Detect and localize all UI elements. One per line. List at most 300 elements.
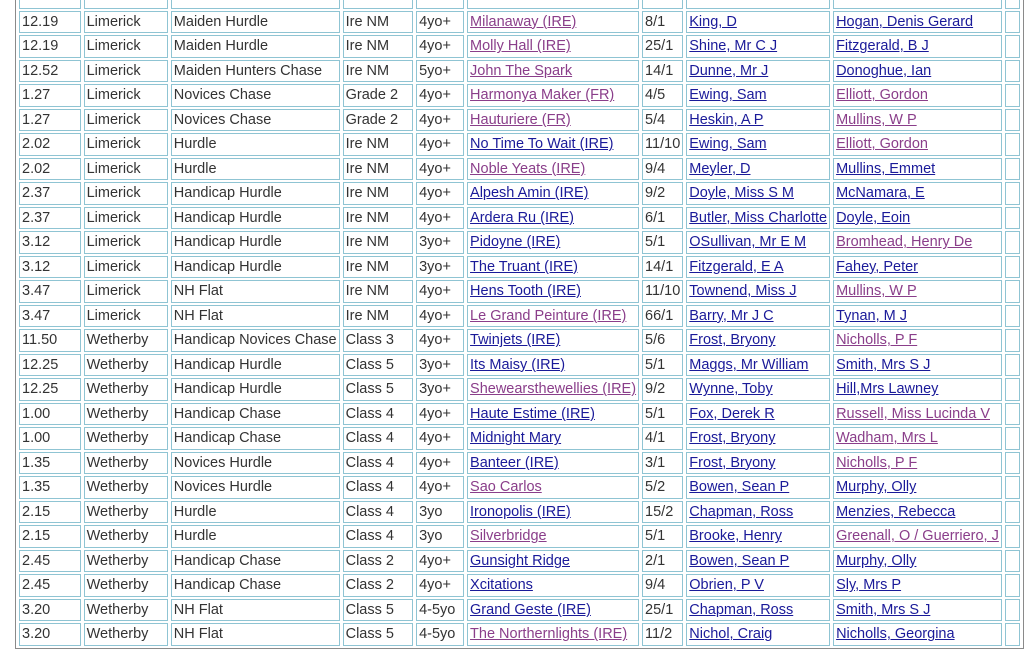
table-row [19,550,1020,573]
course-name: Wetherby [84,329,168,352]
odds: 11/10 [642,280,683,303]
trainer-link[interactable]: Fahey, Peter [836,258,919,275]
trainer-link[interactable]: Hogan, Denis Gerard [836,13,974,30]
jockey-link[interactable]: Fox, Derek R [689,405,775,422]
age-restriction: 4-5yo [416,623,464,646]
trainer-link[interactable]: Mullins, W P [836,283,917,300]
race-class: Class 5 [343,599,413,622]
horse-cell [467,452,639,475]
race-class: Class 4 [343,427,413,450]
race-time: 12.19 [19,35,81,58]
odds: 25/1 [642,35,683,58]
trainer-cell [833,158,1002,181]
horse-link[interactable]: Hens Tooth (IRE) [470,283,581,300]
age-restriction: 4yo+ [416,329,464,352]
table-row [19,525,1020,548]
odds: 5/1 [642,525,683,548]
horse-cell [467,378,639,401]
age-restriction: 3yo+ [416,354,464,377]
race-time: 2.02 [19,158,81,181]
horse-cell [467,305,639,328]
extra-column-cell [1005,550,1020,573]
horse-cell [467,476,639,499]
trainer-cell [833,256,1002,279]
trainer-cell [833,452,1002,475]
horse-cell [467,427,639,450]
odds: 11/2 [642,623,683,646]
trainer-link[interactable]: Hill,Mrs Lawney [836,381,939,398]
jockey-link[interactable]: Fitzgerald, E A [689,258,784,275]
trainer-cell [833,378,1002,401]
horse-cell [467,35,639,58]
race-time: 2.15 [19,501,81,524]
jockey-link[interactable]: Ewing, Sam [689,87,767,104]
extra-column-cell [1005,231,1020,254]
extra-column-cell [1005,84,1020,107]
race-class: Class 4 [343,501,413,524]
horse-cell [467,550,639,573]
race-type: Handicap Hurdle [171,256,340,279]
table-row [19,182,1020,205]
race-time: 12.52 [19,60,81,83]
horse-link[interactable]: Le Grand Peinture (IRE) [470,307,627,324]
race-time: 2.02 [19,133,81,156]
jockey-cell [686,280,830,303]
jockey-cell [686,550,830,573]
race-time: 1.00 [19,403,81,426]
horse-link[interactable]: Molly Hall (IRE) [470,38,571,55]
race-class: Class 4 [343,525,413,548]
jockey-link[interactable]: Doyle, Miss S M [689,185,795,202]
trainer-link[interactable]: McNamara, E [836,185,925,202]
odds: 4/1 [642,427,683,450]
horse-link[interactable]: Midnight Mary [470,430,562,447]
race-class [343,0,413,9]
extra-column-cell [1005,378,1020,401]
race-class: Grade 2 [343,84,413,107]
table-row [19,109,1020,132]
horse-cell [467,599,639,622]
race-class: Ire NM [343,60,413,83]
race-class: Class 4 [343,403,413,426]
jockey-cell [686,403,830,426]
horse-cell [467,403,639,426]
race-class: Ire NM [343,133,413,156]
jockey-link[interactable]: Ewing, Sam [689,136,767,153]
trainer-cell [833,84,1002,107]
age-restriction: 4yo+ [416,207,464,230]
trainer-cell [833,501,1002,524]
jockey-cell [686,305,830,328]
trainer-cell [833,525,1002,548]
trainer-link[interactable]: Tynan, M J [836,307,907,324]
age-restriction: 4yo+ [416,427,464,450]
horse-link[interactable]: Its Maisy (IRE) [470,356,566,373]
trainer-cell [833,305,1002,328]
course-name [84,0,168,9]
race-class: Ire NM [343,280,413,303]
odds: 4/5 [642,84,683,107]
race-time: 1.35 [19,476,81,499]
jockey-link[interactable]: Obrien, P V [689,577,764,594]
jockey-cell [686,133,830,156]
trainer-cell [833,133,1002,156]
trainer-link[interactable]: Elliott, Gordon [836,136,928,153]
race-class: Class 5 [343,623,413,646]
jockey-cell [686,0,830,9]
odds: 14/1 [642,256,683,279]
race-class: Class 3 [343,329,413,352]
trainer-link[interactable]: Doyle, Eoin [836,209,911,226]
extra-column-cell [1005,109,1020,132]
trainer-cell [833,427,1002,450]
jockey-link[interactable]: Bowen, Sean P [689,479,790,496]
horse-link[interactable]: John The Spark [470,62,573,79]
horse-cell [467,574,639,597]
trainer-cell [833,0,1002,9]
race-class: Ire NM [343,207,413,230]
jockey-link[interactable]: Meyler, D [689,160,751,177]
jockey-link[interactable]: Wynne, Toby [689,381,773,398]
age-restriction: 4yo+ [416,403,464,426]
odds: 9/2 [642,182,683,205]
trainer-link[interactable]: Mullins, W P [836,111,917,128]
trainer-link[interactable]: Smith, Mrs S J [836,356,931,373]
age-restriction: 3yo+ [416,256,464,279]
race-class: Ire NM [343,35,413,58]
horse-link[interactable]: Haute Estime (IRE) [470,405,595,422]
horse-cell [467,60,639,83]
course-name: Limerick [84,207,168,230]
odds: 25/1 [642,599,683,622]
table-row [19,35,1020,58]
jockey-cell [686,207,830,230]
jockey-link[interactable]: Dunne, Mr J [689,62,769,79]
race-class: Class 5 [343,378,413,401]
horse-cell [467,231,639,254]
table-row [19,329,1020,352]
age-restriction: 3yo [416,525,464,548]
horse-link[interactable]: Twinjets (IRE) [470,332,561,349]
race-class: Ire NM [343,256,413,279]
course-name: Limerick [84,109,168,132]
table-row [19,84,1020,107]
horse-link[interactable]: Hauturiere (FR) [470,111,571,128]
horse-link[interactable]: Grand Geste (IRE) [470,601,591,618]
extra-column-cell [1005,35,1020,58]
table-row [19,501,1020,524]
odds: 9/4 [642,158,683,181]
jockey-link[interactable]: Townend, Miss J [689,283,797,300]
jockey-link[interactable]: Butler, Miss Charlotte [689,209,828,226]
age-restriction: 4-5yo [416,599,464,622]
trainer-link[interactable]: Smith, Mrs S J [836,601,931,618]
extra-column-cell [1005,476,1020,499]
race-type: Handicap Hurdle [171,354,340,377]
horse-link[interactable]: Alpesh Amin (IRE) [470,185,589,202]
trainer-cell [833,280,1002,303]
course-name: Limerick [84,158,168,181]
trainer-link[interactable]: Sly, Mrs P [836,577,902,594]
odds: 11/10 [642,133,683,156]
trainer-cell [833,599,1002,622]
horse-link[interactable]: Banteer (IRE) [470,454,559,471]
horse-link[interactable]: Ironopolis (IRE) [470,503,571,520]
race-time: 1.00 [19,427,81,450]
race-type: Handicap Hurdle [171,231,340,254]
horse-link[interactable]: Ardera Ru (IRE) [470,209,574,226]
age-restriction: 4yo+ [416,11,464,34]
jockey-cell [686,354,830,377]
horse-link[interactable]: Milanaway (IRE) [470,13,577,30]
course-name: Wetherby [84,354,168,377]
horse-link[interactable]: Harmonya Maker (FR) [470,87,615,104]
jockey-cell [686,256,830,279]
jockey-cell [686,525,830,548]
course-name: Wetherby [84,501,168,524]
age-restriction: 4yo+ [416,158,464,181]
trainer-link[interactable]: Nicholls, Georgina [836,626,955,643]
course-name: Limerick [84,133,168,156]
extra-column-cell [1005,574,1020,597]
age-restriction [416,0,464,9]
extra-column-cell [1005,354,1020,377]
trainer-link[interactable]: Nicholls, P F [836,454,918,471]
horse-link[interactable]: Silverbridge [470,528,547,545]
jockey-link[interactable]: King, D [689,13,737,30]
horse-link[interactable]: Noble Yeats (IRE) [470,160,586,177]
horse-link[interactable]: Pidoyne (IRE) [470,234,561,251]
race-time: 1.35 [19,452,81,475]
extra-column-cell [1005,256,1020,279]
race-type: Hurdle [171,133,340,156]
race-type: NH Flat [171,280,340,303]
race-time: 2.37 [19,182,81,205]
horse-link[interactable]: Sao Carlos [470,479,542,496]
extra-column-cell [1005,599,1020,622]
age-restriction: 4yo+ [416,452,464,475]
course-name: Limerick [84,11,168,34]
odds: 5/2 [642,476,683,499]
trainer-cell [833,623,1002,646]
race-results-table [15,0,1024,649]
age-restriction: 3yo+ [416,378,464,401]
trainer-link[interactable]: Donoghue, Ian [836,62,932,79]
jockey-link[interactable]: Bowen, Sean P [689,552,790,569]
jockey-cell [686,623,830,646]
course-name: Limerick [84,305,168,328]
jockey-cell [686,11,830,34]
table-row [19,452,1020,475]
race-time: 12.25 [19,354,81,377]
race-type: NH Flat [171,623,340,646]
table-row [19,11,1020,34]
race-time [19,0,81,9]
horse-link[interactable]: No Time To Wait (IRE) [470,136,614,153]
trainer-link[interactable]: Elliott, Gordon [836,87,928,104]
trainer-cell [833,403,1002,426]
table-row [19,256,1020,279]
jockey-link[interactable]: OSullivan, Mr E M [689,234,807,251]
horse-cell [467,501,639,524]
jockey-link[interactable]: Chapman, Ross [689,503,794,520]
table-row [19,403,1020,426]
jockey-link[interactable]: Maggs, Mr William [689,356,809,373]
age-restriction: 4yo+ [416,280,464,303]
horse-link[interactable]: Gunsight Ridge [470,552,570,569]
table-row [19,280,1020,303]
race-class: Ire NM [343,11,413,34]
age-restriction: 3yo [416,501,464,524]
trainer-cell [833,182,1002,205]
extra-column-cell [1005,0,1020,9]
age-restriction: 4yo+ [416,35,464,58]
race-time: 3.20 [19,599,81,622]
course-name: Wetherby [84,476,168,499]
trainer-cell [833,231,1002,254]
extra-column-cell [1005,207,1020,230]
race-type: Maiden Hurdle [171,11,340,34]
age-restriction: 4yo+ [416,305,464,328]
race-type: Handicap Chase [171,550,340,573]
race-time: 11.50 [19,329,81,352]
jockey-link[interactable]: Frost, Bryony [689,332,776,349]
race-class: Ire NM [343,305,413,328]
jockey-link[interactable]: Shine, Mr C J [689,38,778,55]
jockey-cell [686,158,830,181]
race-time: 2.15 [19,525,81,548]
horse-link[interactable]: Xcitations [470,577,533,594]
trainer-cell [833,35,1002,58]
race-type: Novices Chase [171,109,340,132]
jockey-cell [686,329,830,352]
trainer-cell [833,574,1002,597]
extra-column-cell [1005,133,1020,156]
odds [642,0,683,9]
odds: 66/1 [642,305,683,328]
age-restriction: 4yo+ [416,109,464,132]
odds: 3/1 [642,452,683,475]
horse-cell [467,11,639,34]
extra-column-cell [1005,60,1020,83]
table-row [19,231,1020,254]
race-time: 2.45 [19,550,81,573]
age-restriction: 4yo+ [416,550,464,573]
trainer-link[interactable]: Menzies, Rebecca [836,503,956,520]
jockey-cell [686,501,830,524]
age-restriction: 4yo+ [416,574,464,597]
horse-cell [467,133,639,156]
course-name: Wetherby [84,452,168,475]
race-time: 3.20 [19,623,81,646]
extra-column-cell [1005,525,1020,548]
table-row [19,60,1020,83]
trainer-link[interactable]: Nicholls, P F [836,332,918,349]
trainer-link[interactable]: Murphy, Olly [836,552,917,569]
extra-column-cell [1005,329,1020,352]
race-type: Novices Hurdle [171,476,340,499]
race-type: Hurdle [171,158,340,181]
race-time: 12.25 [19,378,81,401]
horse-cell [467,329,639,352]
trainer-link[interactable]: Wadham, Mrs L [836,430,938,447]
race-type: Handicap Hurdle [171,182,340,205]
race-class: Ire NM [343,158,413,181]
jockey-cell [686,599,830,622]
race-type: NH Flat [171,599,340,622]
extra-column-cell [1005,182,1020,205]
jockey-link[interactable]: Frost, Bryony [689,430,776,447]
extra-column-cell [1005,427,1020,450]
race-type: Novices Hurdle [171,452,340,475]
trainer-link[interactable]: Fitzgerald, B J [836,38,929,55]
trainer-cell [833,109,1002,132]
race-class: Class 4 [343,452,413,475]
table-row [19,574,1020,597]
horse-link[interactable]: The Northernlights (IRE) [470,626,628,643]
jockey-link[interactable]: Frost, Bryony [689,454,776,471]
jockey-cell [686,60,830,83]
race-type: Maiden Hurdle [171,35,340,58]
extra-column-cell [1005,280,1020,303]
jockey-cell [686,35,830,58]
jockey-link[interactable]: Chapman, Ross [689,601,794,618]
odds: 8/1 [642,11,683,34]
trainer-cell [833,550,1002,573]
race-type: Handicap Chase [171,574,340,597]
course-name: Wetherby [84,550,168,573]
jockey-link[interactable]: Heskin, A P [689,111,764,128]
jockey-cell [686,84,830,107]
jockey-link[interactable]: Barry, Mr J C [689,307,774,324]
trainer-cell [833,60,1002,83]
trainer-cell [833,329,1002,352]
trainer-link[interactable]: Greenall, O / Guerriero, J [836,528,999,545]
course-name: Limerick [84,60,168,83]
trainer-link[interactable]: Murphy, Olly [836,479,917,496]
jockey-cell [686,452,830,475]
odds: 5/1 [642,231,683,254]
course-name: Wetherby [84,623,168,646]
jockey-link[interactable]: Brooke, Henry [689,528,782,545]
horse-link[interactable]: Shewearsthewellies (IRE) [470,381,637,398]
race-type: Hurdle [171,525,340,548]
horse-cell [467,256,639,279]
horse-cell [467,623,639,646]
horse-cell [467,182,639,205]
age-restriction: 5yo+ [416,60,464,83]
course-name: Wetherby [84,378,168,401]
odds: 5/1 [642,354,683,377]
course-name: Wetherby [84,427,168,450]
table-row [19,305,1020,328]
race-type: Handicap Chase [171,403,340,426]
race-rows [19,0,1020,646]
trainer-link[interactable]: Mullins, Emmet [836,160,936,177]
odds: 5/6 [642,329,683,352]
extra-column-cell [1005,403,1020,426]
jockey-link[interactable]: Nichol, Craig [689,626,773,643]
trainer-link[interactable]: Bromhead, Henry De [836,234,973,251]
trainer-link[interactable]: Russell, Miss Lucinda V [836,405,990,422]
race-type: NH Flat [171,305,340,328]
horse-link[interactable]: The Truant (IRE) [470,258,579,275]
trainer-cell [833,354,1002,377]
race-type: Maiden Hunters Chase [171,60,340,83]
jockey-cell [686,109,830,132]
race-class: Class 2 [343,550,413,573]
table-row [19,133,1020,156]
